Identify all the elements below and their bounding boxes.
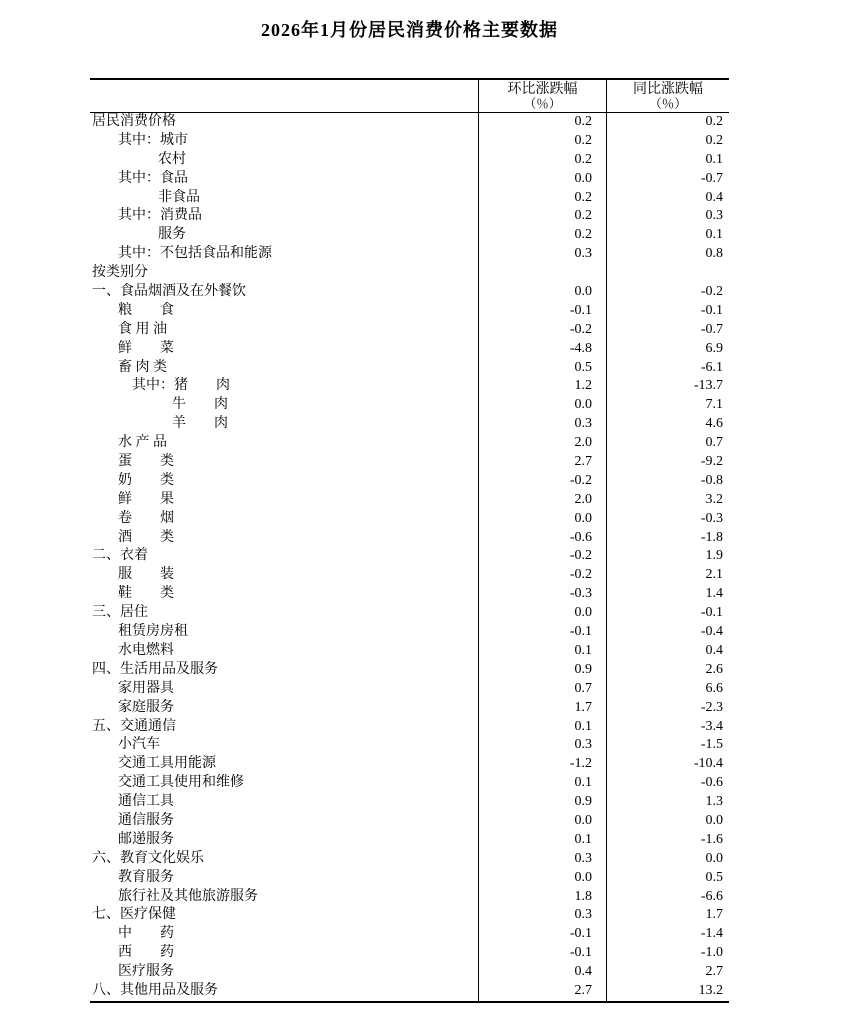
row-mom-value: 1.8 [478,888,606,907]
table-row [90,755,729,774]
table-row [90,491,729,510]
row-yoy-value: -1.8 [606,529,729,548]
row-mom-value: 0.2 [478,226,606,245]
row-label: 六、教育文化娱乐 [92,850,204,866]
row-label: 水 产 品 [118,435,167,451]
header-mom-column [478,80,606,112]
header-mom-title: 环比涨跌幅 [507,81,578,97]
row-mom-value: 0.0 [478,170,606,189]
table-row [90,453,729,472]
row-label: 非食品 [158,189,200,205]
table-row [90,207,729,226]
row-label: 家庭服务 [118,699,174,715]
row-label: 其中：食品 [118,170,188,186]
row-yoy-value: 13.2 [606,982,729,1001]
row-label: 通信服务 [118,812,174,828]
row-label: 牛 肉 [172,397,228,413]
row-yoy-value: 2.1 [606,566,729,585]
row-label: 按类别分 [92,265,148,281]
row-mom-value: -0.3 [478,585,606,604]
row-mom-value: 0.1 [478,718,606,737]
row-label: 鲜 菜 [118,340,174,356]
table-row [90,151,729,170]
table-row [90,831,729,850]
row-mom-value: 1.7 [478,699,606,718]
row-yoy-value: 0.7 [606,434,729,453]
row-label: 其中：城市 [118,132,188,148]
row-yoy-value: -0.1 [606,604,729,623]
table-row [90,850,729,869]
table-row [90,321,729,340]
row-mom-value: 0.0 [478,510,606,529]
table-row [90,642,729,661]
row-mom-value: 0.3 [478,245,606,264]
row-label: 七、医疗保健 [92,907,176,923]
row-label: 其中：猪 肉 [132,378,230,394]
row-label: 医疗服务 [118,964,174,980]
row-label: 小汽车 [118,737,160,753]
table-row [90,547,729,566]
row-mom-value: 2.0 [478,434,606,453]
row-yoy-value: 0.0 [606,812,729,831]
row-label: 教育服务 [118,869,174,885]
row-yoy-value: -1.6 [606,831,729,850]
row-yoy-value: -1.0 [606,944,729,963]
row-mom-value [478,264,606,283]
row-mom-value: -0.1 [478,302,606,321]
row-label: 其中：不包括食品和能源 [118,246,272,262]
row-label: 水电燃料 [118,642,174,658]
header-label-column [90,80,478,112]
table-header [90,80,729,113]
row-mom-value: 0.1 [478,774,606,793]
row-mom-value: 0.3 [478,736,606,755]
table-row [90,736,729,755]
table-body [90,113,729,1001]
row-mom-value: 0.1 [478,642,606,661]
row-mom-value: 0.2 [478,151,606,170]
table-row [90,944,729,963]
table-row [90,982,729,1001]
table-row [90,888,729,907]
row-mom-value: -0.1 [478,944,606,963]
row-yoy-value: -6.1 [606,359,729,378]
cpi-table [90,78,729,1003]
row-mom-value: 2.7 [478,982,606,1001]
row-mom-value: 0.2 [478,189,606,208]
row-mom-value: -0.1 [478,623,606,642]
row-yoy-value: -13.7 [606,377,729,396]
row-mom-value: 2.7 [478,453,606,472]
row-yoy-value: -0.1 [606,302,729,321]
table-row [90,566,729,585]
row-yoy-value: 7.1 [606,396,729,415]
row-mom-value: -1.2 [478,755,606,774]
row-mom-value: 0.3 [478,906,606,925]
row-label: 通信工具 [118,794,174,810]
row-label: 奶 类 [118,472,174,488]
table-row [90,264,729,283]
table-row [90,283,729,302]
table-row [90,189,729,208]
row-label: 羊 肉 [172,416,228,432]
row-yoy-value: 0.8 [606,245,729,264]
row-yoy-value: -0.7 [606,170,729,189]
row-label: 三、居住 [92,605,148,621]
row-yoy-value: -1.5 [606,736,729,755]
row-yoy-value: -0.6 [606,774,729,793]
row-label: 八、其他用品及服务 [92,982,218,998]
row-label: 鲜 果 [118,491,174,507]
row-yoy-value: -0.7 [606,321,729,340]
row-label: 交通工具使用和维修 [118,775,244,791]
row-label: 畜 肉 类 [118,359,167,375]
row-mom-value: 0.4 [478,963,606,982]
table-row [90,340,729,359]
row-label: 蛋 类 [118,454,174,470]
table-row [90,359,729,378]
row-mom-value: -4.8 [478,340,606,359]
row-mom-value: 0.0 [478,283,606,302]
row-mom-value: -0.2 [478,547,606,566]
row-mom-value: -0.1 [478,925,606,944]
row-yoy-value: -0.2 [606,283,729,302]
row-yoy-value: 0.5 [606,869,729,888]
table-row [90,925,729,944]
table-row [90,585,729,604]
row-yoy-value: -6.6 [606,888,729,907]
row-yoy-value: -9.2 [606,453,729,472]
row-yoy-value: 0.4 [606,189,729,208]
table-row [90,132,729,151]
row-yoy-value: -10.4 [606,755,729,774]
table-row [90,718,729,737]
row-mom-value: 0.2 [478,113,606,132]
table-row [90,113,729,132]
table-row [90,434,729,453]
row-yoy-value: 2.6 [606,661,729,680]
row-label: 服 装 [118,567,174,583]
row-mom-value: 0.0 [478,812,606,831]
row-label: 旅行社及其他旅游服务 [118,888,258,904]
header-yoy-title: 同比涨跌幅 [633,81,703,97]
table-row [90,245,729,264]
table-row [90,906,729,925]
row-label: 酒 类 [118,529,174,545]
row-yoy-value [606,264,729,283]
row-mom-value: -0.2 [478,472,606,491]
table-row [90,510,729,529]
row-yoy-value: 0.0 [606,850,729,869]
row-mom-value: 0.7 [478,680,606,699]
row-mom-value: 0.2 [478,132,606,151]
row-label: 交通工具用能源 [118,756,216,772]
table-row [90,699,729,718]
row-label: 邮递服务 [118,831,174,847]
header-yoy-column [606,80,729,112]
row-mom-value: 2.0 [478,491,606,510]
row-mom-value: -0.6 [478,529,606,548]
row-yoy-value: 1.3 [606,793,729,812]
table-row [90,472,729,491]
row-yoy-value: 1.7 [606,906,729,925]
row-yoy-value: -1.4 [606,925,729,944]
table-row [90,812,729,831]
row-label: 居民消费价格 [92,114,176,129]
table-row [90,377,729,396]
table-row [90,963,729,982]
row-yoy-value: 0.3 [606,207,729,226]
row-label: 鞋 类 [118,586,174,602]
row-mom-value: 0.0 [478,869,606,888]
table-row [90,396,729,415]
row-yoy-value: 2.7 [606,963,729,982]
row-label: 租赁房房租 [118,624,188,640]
row-yoy-value: 0.1 [606,151,729,170]
row-yoy-value: -3.4 [606,718,729,737]
table-row [90,529,729,548]
row-mom-value: 1.2 [478,377,606,396]
row-mom-value: 0.0 [478,604,606,623]
row-mom-value: 0.0 [478,396,606,415]
table-row [90,774,729,793]
row-mom-value: 0.9 [478,661,606,680]
row-mom-value: 0.5 [478,359,606,378]
row-label: 西 药 [118,945,174,961]
row-yoy-value: 1.9 [606,547,729,566]
row-label: 家用器具 [118,680,174,696]
row-yoy-value: 0.4 [606,642,729,661]
table-row [90,623,729,642]
row-yoy-value: 3.2 [606,491,729,510]
row-yoy-value: 0.2 [606,113,729,132]
row-label: 农村 [158,151,186,167]
row-mom-value: 0.9 [478,793,606,812]
row-yoy-value: -0.8 [606,472,729,491]
row-yoy-value: -0.3 [606,510,729,529]
row-mom-value: 0.1 [478,831,606,850]
row-label: 五、交通通信 [92,718,176,734]
row-yoy-value: 0.2 [606,132,729,151]
row-label: 食 用 油 [118,321,167,337]
row-label: 卷 烟 [118,510,174,526]
row-mom-value: 0.2 [478,207,606,226]
header-mom-unit: （％） [523,96,562,111]
table-row [90,415,729,434]
row-label: 二、衣着 [92,548,148,564]
row-mom-value: -0.2 [478,321,606,340]
row-label: 其中：消费品 [118,208,202,224]
row-label: 粮 食 [118,302,174,318]
row-mom-value: -0.2 [478,566,606,585]
row-mom-value: 0.3 [478,415,606,434]
table-row [90,869,729,888]
table-row [90,302,729,321]
row-label: 中 药 [118,926,174,942]
row-yoy-value: 0.1 [606,226,729,245]
table-row [90,604,729,623]
row-yoy-value: 6.6 [606,680,729,699]
row-label: 四、生活用品及服务 [92,661,218,677]
row-label: 服务 [158,227,186,243]
page-title: 2026年1月份居民消费价格主要数据 [261,20,558,40]
row-yoy-value: 6.9 [606,340,729,359]
table-row [90,661,729,680]
table-row [90,226,729,245]
table-row [90,170,729,189]
row-mom-value: 0.3 [478,850,606,869]
row-yoy-value: 4.6 [606,415,729,434]
table-row [90,680,729,699]
row-yoy-value: -0.4 [606,623,729,642]
header-yoy-unit: （％） [649,96,687,111]
table-row [90,793,729,812]
row-label: 一、食品烟酒及在外餐饮 [92,284,246,300]
row-yoy-value: -2.3 [606,699,729,718]
row-yoy-value: 1.4 [606,585,729,604]
